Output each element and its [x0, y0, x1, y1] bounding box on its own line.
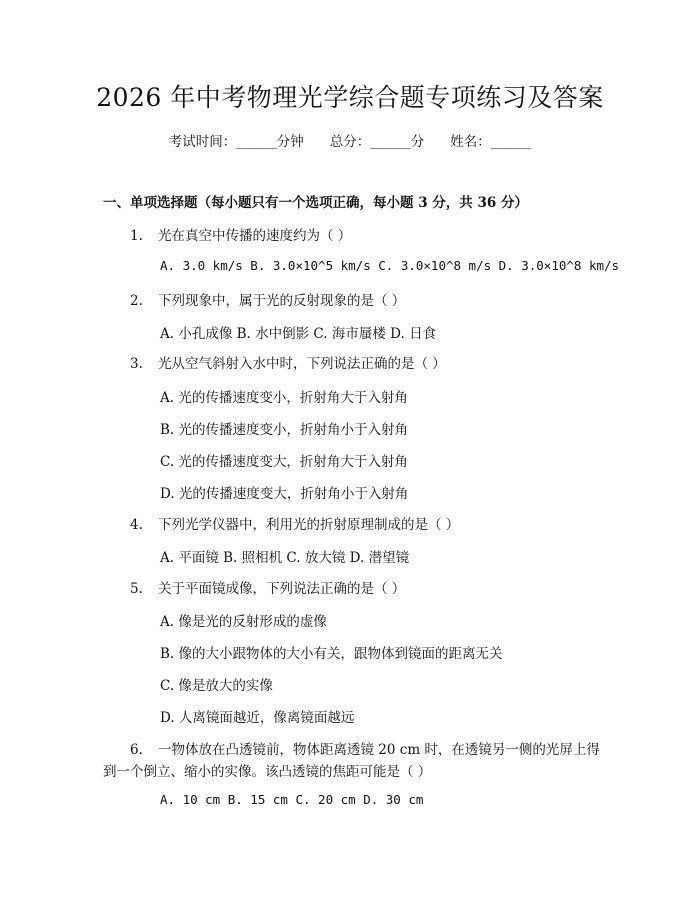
- page-title: 2026 年中考物理光学综合题专项练习及答案: [96, 83, 604, 112]
- question-3-option-d: D. 光的传播速度变大，折射角小于入射角: [160, 486, 409, 502]
- question-2: [130, 289, 405, 309]
- question-5-option-a: A. 像是光的反射形成的虚像: [160, 614, 327, 630]
- question-text: 光在真空中传播的速度约为（ ）: [158, 228, 352, 244]
- question-5-option-b: B. 像的大小跟物体的大小有关，跟物体到镜面的距离无关: [160, 646, 503, 662]
- question-5: [130, 577, 405, 597]
- question-number: 4.: [130, 517, 143, 533]
- question-number: 1.: [130, 228, 143, 244]
- question-number: 6.: [130, 742, 143, 758]
- question-4: [130, 513, 459, 533]
- question-6-options: A. 10 cm B. 15 cm C. 20 cm D. 30 cm: [160, 792, 424, 807]
- question-text: 下列现象中，属于光的反射现象的是（ ）: [158, 293, 406, 309]
- question-text: 光从空气斜射入水中时，下列说法正确的是（ ）: [158, 356, 446, 372]
- question-4-options: A. 平面镜 B. 照相机 C. 放大镜 D. 潜望镜: [160, 550, 410, 566]
- question-3: [130, 352, 446, 372]
- student-name: 姓名：______: [450, 134, 532, 150]
- question-2-options: A. 小孔成像 B. 水中倒影 C. 海市蜃楼 D. 日食: [160, 326, 437, 342]
- question-text: 下列光学仪器中，利用光的折射原理制成的是（ ）: [158, 517, 460, 533]
- total-score: 总分：______分: [329, 134, 425, 150]
- section-heading: 一、单项选择题（每小题只有一个选项正确，每小题 3 分，共 36 分）: [103, 195, 528, 211]
- question-1: [130, 224, 351, 244]
- question-number: 5.: [130, 581, 143, 597]
- question-3-option-c: C. 光的传播速度变大，折射角大于入射角: [160, 454, 408, 470]
- question-5-option-c: C. 像是放大的实像: [160, 678, 273, 694]
- question-number: 3.: [130, 356, 143, 372]
- question-text: 一物体放在凸透镜前，物体距离透镜 20 cm 时，在透镜另一侧的光屏上得: [158, 742, 600, 758]
- exam-time: 考试时间：______分钟: [168, 134, 304, 150]
- question-text: 关于平面镜成像，下列说法正确的是（ ）: [158, 581, 406, 597]
- question-1-options: A. 3.0 km/s B. 3.0×10^5 km/s C. 3.0×10^8 m/s D. 3.0×10^8 km/s: [160, 258, 620, 273]
- question-3-option-b: B. 光的传播速度变小，折射角小于入射角: [160, 422, 409, 438]
- exam-meta: [0, 130, 700, 150]
- question-5-option-d: D. 人离镜面越近，像离镜面越远: [160, 710, 355, 726]
- question-number: 2.: [130, 293, 143, 309]
- question-3-option-a: A. 光的传播速度变小，折射角大于入射角: [160, 390, 408, 406]
- question-6: [130, 738, 600, 758]
- question-6-continuation: 到一个倒立、缩小的实像。该凸透镜的焦距可能是（ ）: [103, 764, 432, 780]
